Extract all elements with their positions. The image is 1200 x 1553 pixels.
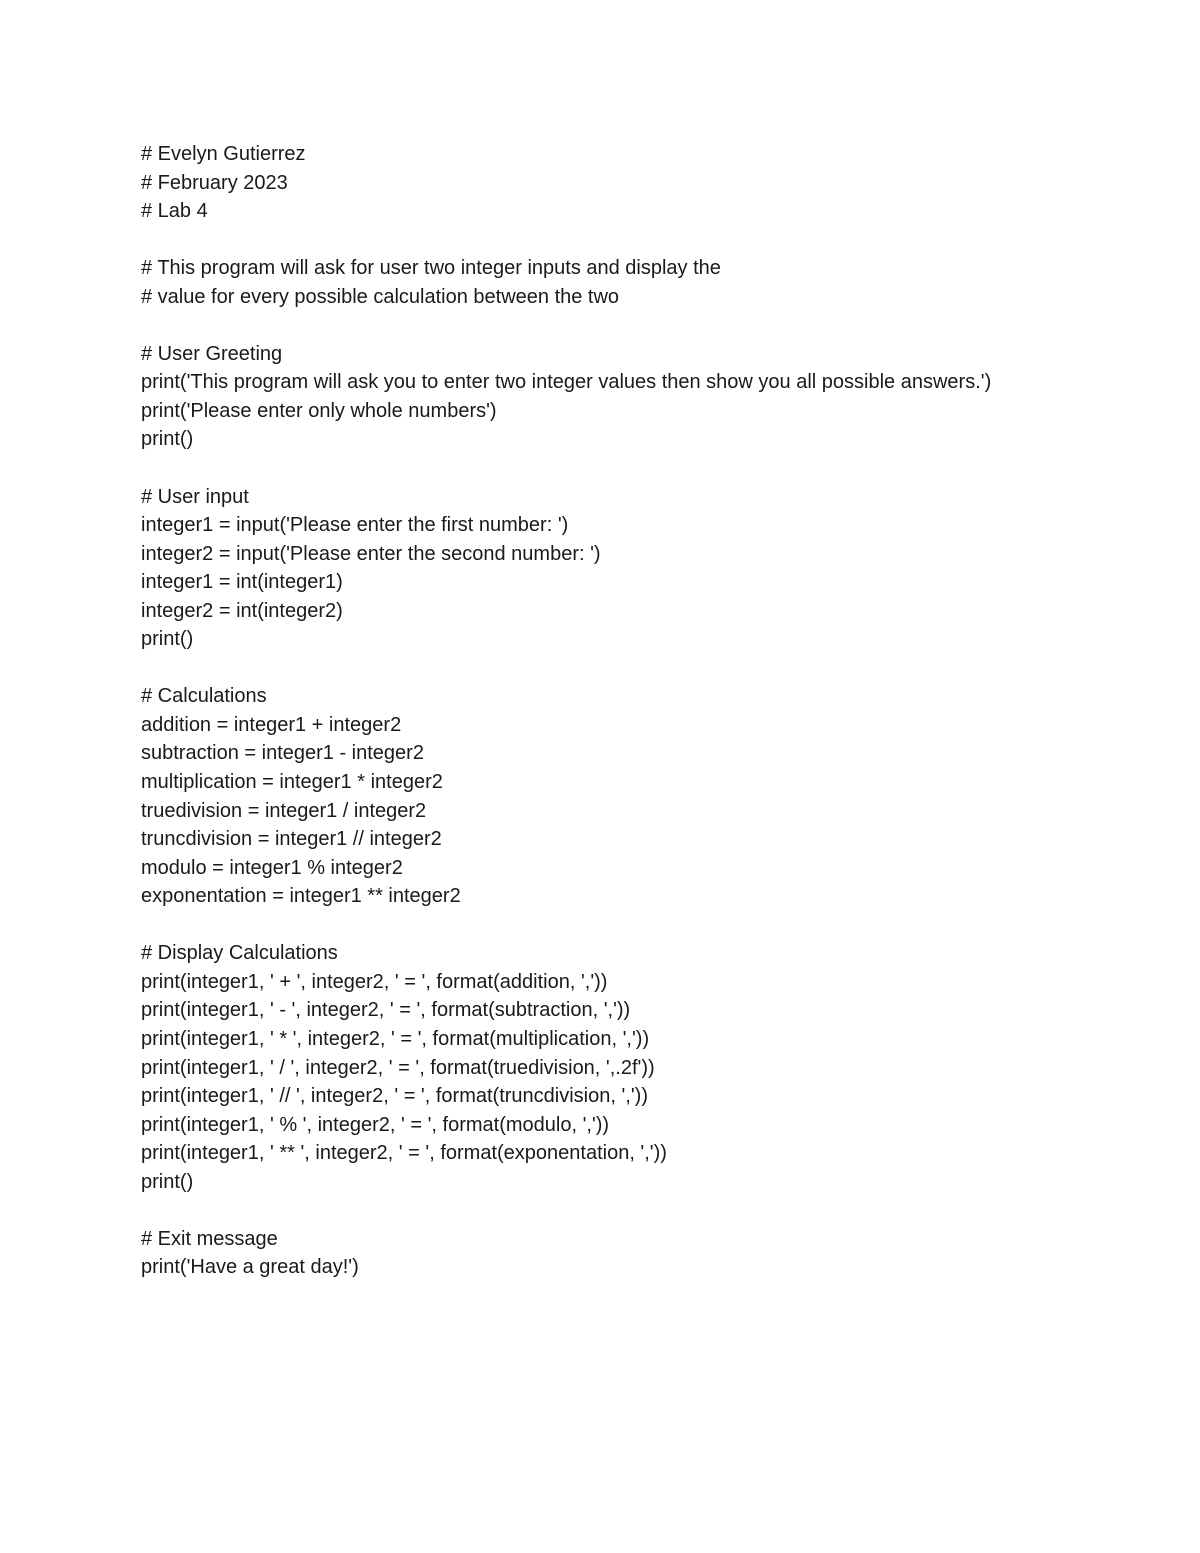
comment-user-greeting: # User Greeting [141, 342, 283, 365]
code-line: exponentation = integer1 ** integer2 [141, 885, 461, 908]
comment-lab: # Lab 4 [141, 200, 208, 223]
code-line: modulo = integer1 % integer2 [141, 856, 403, 879]
blank-line [141, 911, 1141, 940]
code-line: print(integer1, ' * ', integer2, ' = ', format(multiplication, ',')) [141, 1027, 650, 1050]
code-line: integer1 = int(integer1) [141, 571, 343, 594]
code-line: subtraction = integer1 - integer2 [141, 742, 424, 765]
code-line: print('This program will ask you to enter two integer values then show you all possible answers.') [141, 371, 992, 394]
code-line: print(integer1, ' ** ', integer2, ' = ', format(exponentation, ',')) [141, 1142, 667, 1165]
blank-line [141, 311, 1141, 340]
code-line: truncdivision = integer1 // integer2 [141, 828, 442, 851]
code-listing [141, 140, 1141, 1282]
blank-line [141, 454, 1141, 483]
comment-calculations: # Calculations [141, 685, 267, 708]
blank-line [141, 226, 1141, 255]
comment-description-1: # This program will ask for user two integer inputs and display the [141, 257, 721, 280]
blank-line [141, 654, 1141, 683]
code-line: print() [141, 428, 194, 451]
code-line: print('Please enter only whole numbers') [141, 399, 497, 422]
code-line: addition = integer1 + integer2 [141, 713, 402, 736]
comment-display-calculations: # Display Calculations [141, 942, 338, 965]
code-line: print('Have a great day!') [141, 1256, 359, 1279]
blank-line [141, 1196, 1141, 1225]
code-line: truedivision = integer1 / integer2 [141, 799, 427, 822]
code-line: integer2 = input('Please enter the second number: ') [141, 542, 601, 565]
comment-date: # February 2023 [141, 171, 288, 194]
comment-description-2: # value for every possible calculation between the two [141, 285, 620, 308]
code-line: print() [141, 628, 194, 651]
code-line: print(integer1, ' // ', integer2, ' = ', format(truncdivision, ',')) [141, 1085, 648, 1108]
code-line: multiplication = integer1 * integer2 [141, 771, 443, 794]
code-line: print() [141, 1170, 194, 1193]
code-line: print(integer1, ' - ', integer2, ' = ', format(subtraction, ',')) [141, 999, 631, 1022]
code-line: print(integer1, ' / ', integer2, ' = ', format(truedivision, ',.2f')) [141, 1056, 655, 1079]
comment-exit-message: # Exit message [141, 1227, 278, 1250]
code-line: integer2 = int(integer2) [141, 599, 343, 622]
comment-author: # Evelyn Gutierrez [141, 143, 306, 165]
code-line: integer1 = input('Please enter the first number: ') [141, 514, 569, 537]
comment-user-input: # User input [141, 485, 249, 508]
code-line: print(integer1, ' + ', integer2, ' = ', format(addition, ',')) [141, 970, 608, 993]
code-line: print(integer1, ' % ', integer2, ' = ', format(modulo, ',')) [141, 1113, 610, 1136]
